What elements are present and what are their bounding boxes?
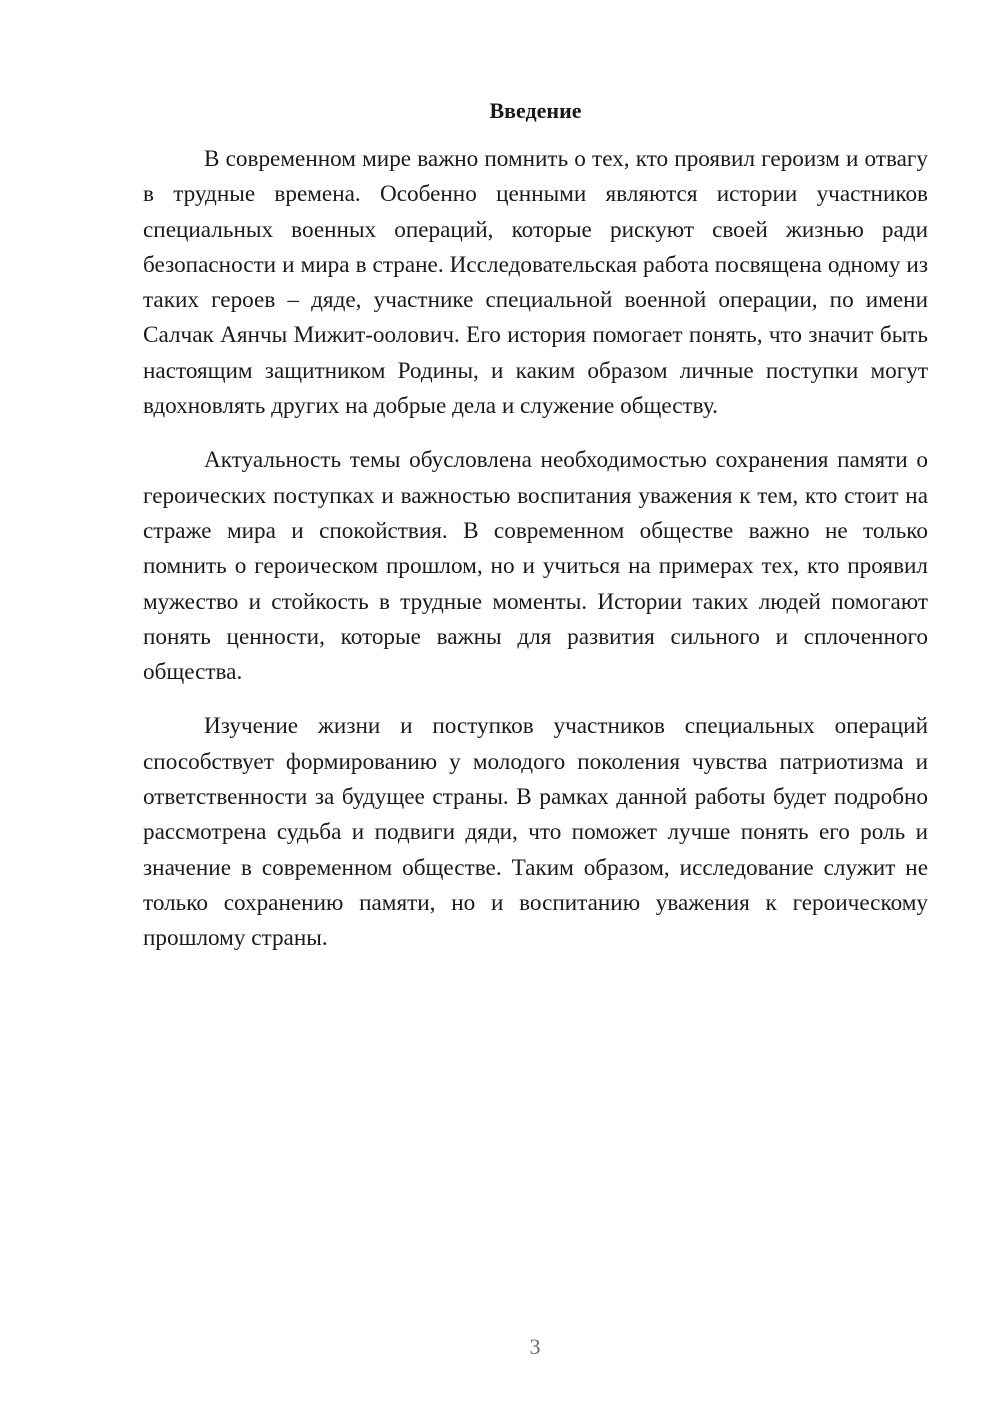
section-title: Введение [489, 98, 582, 123]
paragraph-1: В современном мире важно помнить о тех, кто проявил героизм и отвагу в трудные времена. Особенно ценными являются истории участников специальных военных операций, которые рискуют своей жизнью ради безопасности и мира в стране. Исследовательская работа посвящена одному из таких героев – дяде, участнике специальной военной операции, по имени Салчак Аянчы Мижит-оолович. Его история помогает понять, что значит быть настоящим защитником Родины, и каким образом личные поступки могут вдохновлять других на добрые дела и служение обществу. [143, 146, 928, 420]
paragraph-3: Изучение жизни и поступков участников специальных операций способствует формированию у молодого поколения чувства патриотизма и ответственности за будущее страны. В рамках данной работы будет подробно рассмотрена судьба и подвиги дяди, что поможет лучше понять его роль и значение в современном обществе. Таким образом, исследование служит не только сохранению памяти, но и воспитанию уважения к героическому прошлому страны. [143, 713, 928, 952]
page-number: 3 [529, 1334, 541, 1359]
paragraph-2: Актуальность темы обусловлена необходимостью сохранения памяти о героических поступках и важностью воспитания уважения к тем, кто стоит на страже мира и спокойствия. В современном обществе важно не только помнить о героическом прошлом, но и учиться на примерах тех, кто проявил мужество и стойкость в трудные моменты. Истории таких людей помогают понять ценности, которые важны для развития сильного и сплоченного общества. [143, 447, 928, 686]
body-text [143, 142, 928, 976]
